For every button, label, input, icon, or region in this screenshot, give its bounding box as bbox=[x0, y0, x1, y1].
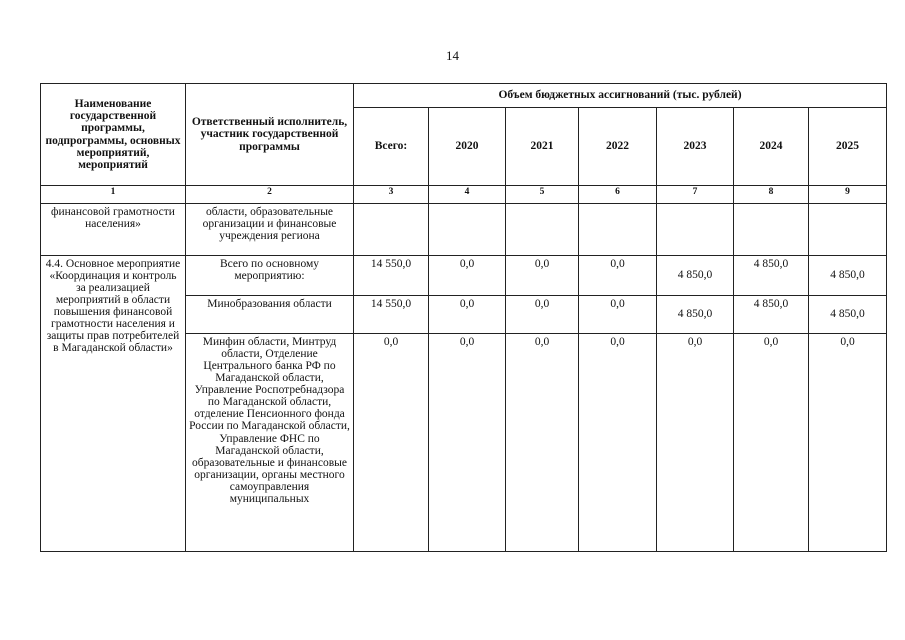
program-name-cell: 4.4. Основное мероприятие «Координация и контроль за реализацией мероприятий в области повышения финансовой грамотности населения и защиты прав потребителей в Магаданской области» bbox=[41, 256, 186, 552]
value-2025: 0,0 bbox=[809, 334, 887, 552]
value-2023: 0,0 bbox=[657, 334, 734, 552]
value-2023: 4 850,0 bbox=[657, 256, 734, 296]
executor-cell: области, образовательные организации и финансовые учреждения региона bbox=[186, 204, 354, 256]
header-total: Всего: bbox=[354, 108, 429, 186]
header-program-name: Наименование государственной программы, подпрограммы, основных мероприятий, мероприятий bbox=[41, 84, 186, 186]
column-number: 2 bbox=[186, 186, 354, 204]
header-year-2025: 2025 bbox=[809, 108, 887, 186]
executor-cell: Минфин области, Минтруд области, Отделение Центрального банка РФ по Магаданской области, Управление Роспотребнадзора по Магаданской области, отделение Пенсионного фонда России по Магаданской области, Управление ФНС по Магаданской области, образовательные и финансовые организации, органы местного самоуправления муниципальных bbox=[186, 334, 354, 552]
value-total: 14 550,0 bbox=[354, 256, 429, 296]
value-2025: 4 850,0 bbox=[809, 296, 887, 334]
column-number: 5 bbox=[506, 186, 579, 204]
value-total: 0,0 bbox=[354, 334, 429, 552]
value-2020: 0,0 bbox=[429, 296, 506, 334]
value-2025: 4 850,0 bbox=[809, 256, 887, 296]
value-2023: 4 850,0 bbox=[657, 296, 734, 334]
value-2024: 4 850,0 bbox=[734, 296, 809, 334]
header-year-2021: 2021 bbox=[506, 108, 579, 186]
value-2022: 0,0 bbox=[579, 296, 657, 334]
table-row bbox=[41, 256, 887, 296]
value-total: 14 550,0 bbox=[354, 296, 429, 334]
value-2022: 0,0 bbox=[579, 256, 657, 296]
column-number: 8 bbox=[734, 186, 809, 204]
value-2021: 0,0 bbox=[506, 256, 579, 296]
header-year-2023: 2023 bbox=[657, 108, 734, 186]
value-2021: 0,0 bbox=[506, 334, 579, 552]
value-2022: 0,0 bbox=[579, 334, 657, 552]
value-2020: 0,0 bbox=[429, 256, 506, 296]
column-number: 3 bbox=[354, 186, 429, 204]
executor-cell: Всего по основному мероприятию: bbox=[186, 256, 354, 296]
value-2024: 4 850,0 bbox=[734, 256, 809, 296]
header-executor: Ответственный исполнитель, участник государственной программы bbox=[186, 84, 354, 186]
budget-table bbox=[40, 83, 887, 552]
executor-cell: Минобразования области bbox=[186, 296, 354, 334]
value-2021: 0,0 bbox=[506, 296, 579, 334]
value-2024: 0,0 bbox=[734, 334, 809, 552]
header-year-2024: 2024 bbox=[734, 108, 809, 186]
header-budget-group: Объем бюджетных ассигнований (тыс. рублей) bbox=[354, 84, 887, 108]
column-number: 7 bbox=[657, 186, 734, 204]
column-number: 9 bbox=[809, 186, 887, 204]
page-number: 14 bbox=[446, 48, 459, 63]
column-number: 6 bbox=[579, 186, 657, 204]
program-name-cell: финансовой грамотности населения» bbox=[41, 204, 186, 256]
header-year-2020: 2020 bbox=[429, 108, 506, 186]
column-number: 4 bbox=[429, 186, 506, 204]
value-2020: 0,0 bbox=[429, 334, 506, 552]
table-row bbox=[41, 204, 887, 256]
column-number: 1 bbox=[41, 186, 186, 204]
header-year-2022: 2022 bbox=[579, 108, 657, 186]
